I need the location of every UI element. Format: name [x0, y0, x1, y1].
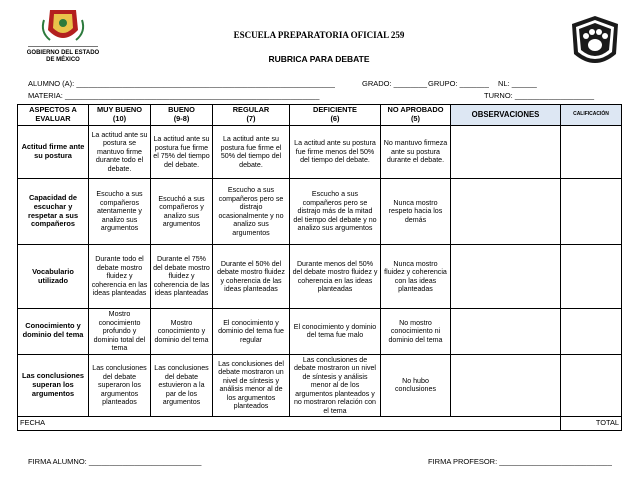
criteria-cell: La actitud ante su postura fue firme el 50% del tiempo del debate. [213, 126, 290, 179]
header-no-aprobado: NO APROBADO (5) [381, 105, 451, 126]
observaciones-input[interactable] [451, 126, 561, 179]
calificacion-input[interactable] [561, 179, 622, 245]
criteria-cell: Mostro conocimiento profundo y dominio total del tema [89, 309, 151, 355]
grado-field[interactable]: GRADO: ________ [362, 79, 428, 88]
criteria-cell: No mantuvo firmeza ante su postura durante el debate. [381, 126, 451, 179]
header-row [18, 105, 622, 126]
fecha-label[interactable]: FECHA [18, 417, 561, 431]
calificacion-input[interactable] [561, 309, 622, 355]
criteria-cell: Las conclusiones del debate estuvieron a la par de los argumentos [151, 354, 213, 417]
criteria-cell: Durante el 50% del debate mostro fluidez y coherencia de las ideas planteadas [213, 245, 290, 309]
grupo-field[interactable]: GRUPO: _______ [428, 79, 489, 88]
materia-field[interactable]: MATERIA: _____________________________________________________________ [28, 91, 320, 100]
criteria-cell: Las conclusiones del debate mostraron un nivel de síntesis y análisis menor al de los argumentos planteados [213, 354, 290, 417]
aspect-cell: Vocabulario utilizado [18, 245, 89, 309]
criteria-cell: La actitud ante su postura fue firme el 75% del tiempo del debate. [151, 126, 213, 179]
criteria-cell: Escuchó a sus compañeros y analizo sus argumentos [151, 179, 213, 245]
criteria-cell: Nunca mostro respeto hacia los demás [381, 179, 451, 245]
header-muy-bueno: MUY BUENO (10) [89, 105, 151, 126]
observaciones-input[interactable] [451, 245, 561, 309]
logo-left-text: GOBIERNO DEL ESTADO DE MÉXICO [26, 50, 100, 63]
alumno-field[interactable]: ALUMNO (A): ______________________________________________________________ [28, 79, 335, 88]
observaciones-input[interactable] [451, 179, 561, 245]
criteria-cell: Mostro conocimiento y dominio del tema [151, 309, 213, 355]
firma-alumno-field[interactable]: FIRMA ALUMNO: ___________________________ [28, 457, 202, 466]
nl-field[interactable]: NL: ______ [498, 79, 537, 88]
criteria-cell: El conocimiento y dominio del tema fue malo [290, 309, 381, 355]
criteria-cell: El conocimiento y dominio del tema fue regular [213, 309, 290, 355]
table-row [18, 309, 622, 355]
header-calificacion: CALIFICACIÓN [561, 105, 622, 126]
criteria-cell: Las conclusiones del debate superaron los argumentos planteados [89, 354, 151, 417]
aspect-cell: Conocimiento y dominio del tema [18, 309, 89, 355]
school-name: ESCUELA PREPARATORIA OFICIAL 259 [233, 30, 405, 40]
criteria-cell: Escucho a sus compañeros pero se distrajo ocasionalmente y no analizo sus argumentos [213, 179, 290, 245]
criteria-cell: No hubo conclusiones [381, 354, 451, 417]
page-title: RUBRICA PARA DEBATE [268, 54, 370, 64]
criteria-cell: Las conclusiones de debate mostraron un nivel de síntesis y análisis menor al de los argumentos planteados y no mostraron relación con el tema [290, 354, 381, 417]
observaciones-input[interactable] [451, 309, 561, 355]
header-deficiente: DEFICIENTE (6) [290, 105, 381, 126]
calificacion-input[interactable] [561, 126, 622, 179]
criteria-cell: Escucho a sus compañeros atentamente y analizo sus argumentos [89, 179, 151, 245]
total-label[interactable]: TOTAL [561, 417, 622, 431]
criteria-cell: La actitud ante su postura se mantuvo firme durante todo el debate. [89, 126, 151, 179]
header-aspectos: ASPECTOS A EVALUAR [18, 105, 89, 126]
calificacion-input[interactable] [561, 354, 622, 417]
table-row [18, 179, 622, 245]
calificacion-input[interactable] [561, 245, 622, 309]
table-row [18, 354, 622, 417]
aspect-cell: Capacidad de escuchar y respetar a sus compañeros [18, 179, 89, 245]
criteria-cell: Durante todo el debate mostro fluidez y coherencia en las ideas planteadas [89, 245, 151, 309]
criteria-cell: La actitud ante su postura fue firme menos del 50% del tiempo del debate. [290, 126, 381, 179]
header-bueno: BUENO (9-8) [151, 105, 213, 126]
criteria-cell: No mostro conocimiento ni dominio del tema [381, 309, 451, 355]
header-regular: REGULAR (7) [213, 105, 290, 126]
table-row [18, 245, 622, 309]
criteria-cell: Escucho a sus compañeros pero se distrajo más de la mitad del tiempo del debate y no analizo sus argumentos [290, 179, 381, 245]
table-row [18, 126, 622, 179]
rubric-table [17, 104, 622, 431]
observaciones-input[interactable] [451, 354, 561, 417]
aspect-cell: Las conclusiones superan los argumentos [18, 354, 89, 417]
header-observaciones: OBSERVACIONES [451, 105, 561, 126]
turno-field[interactable]: TURNO: ___________________ [484, 91, 595, 100]
aspect-cell: Actitud firme ante su postura [18, 126, 89, 179]
footer-row [18, 417, 622, 431]
criteria-cell: Durante el 75% del debate mostro fluidez y coherencia de las ideas planteadas [151, 245, 213, 309]
firma-profesor-field[interactable]: FIRMA PROFESOR: ___________________________ [428, 457, 612, 466]
criteria-cell: Nunca mostro fluidez y coherencia con las ideas planteadas [381, 245, 451, 309]
criteria-cell: Durante menos del 50% del debate mostro fluidez y coherencia en las ideas planteadas [290, 245, 381, 309]
